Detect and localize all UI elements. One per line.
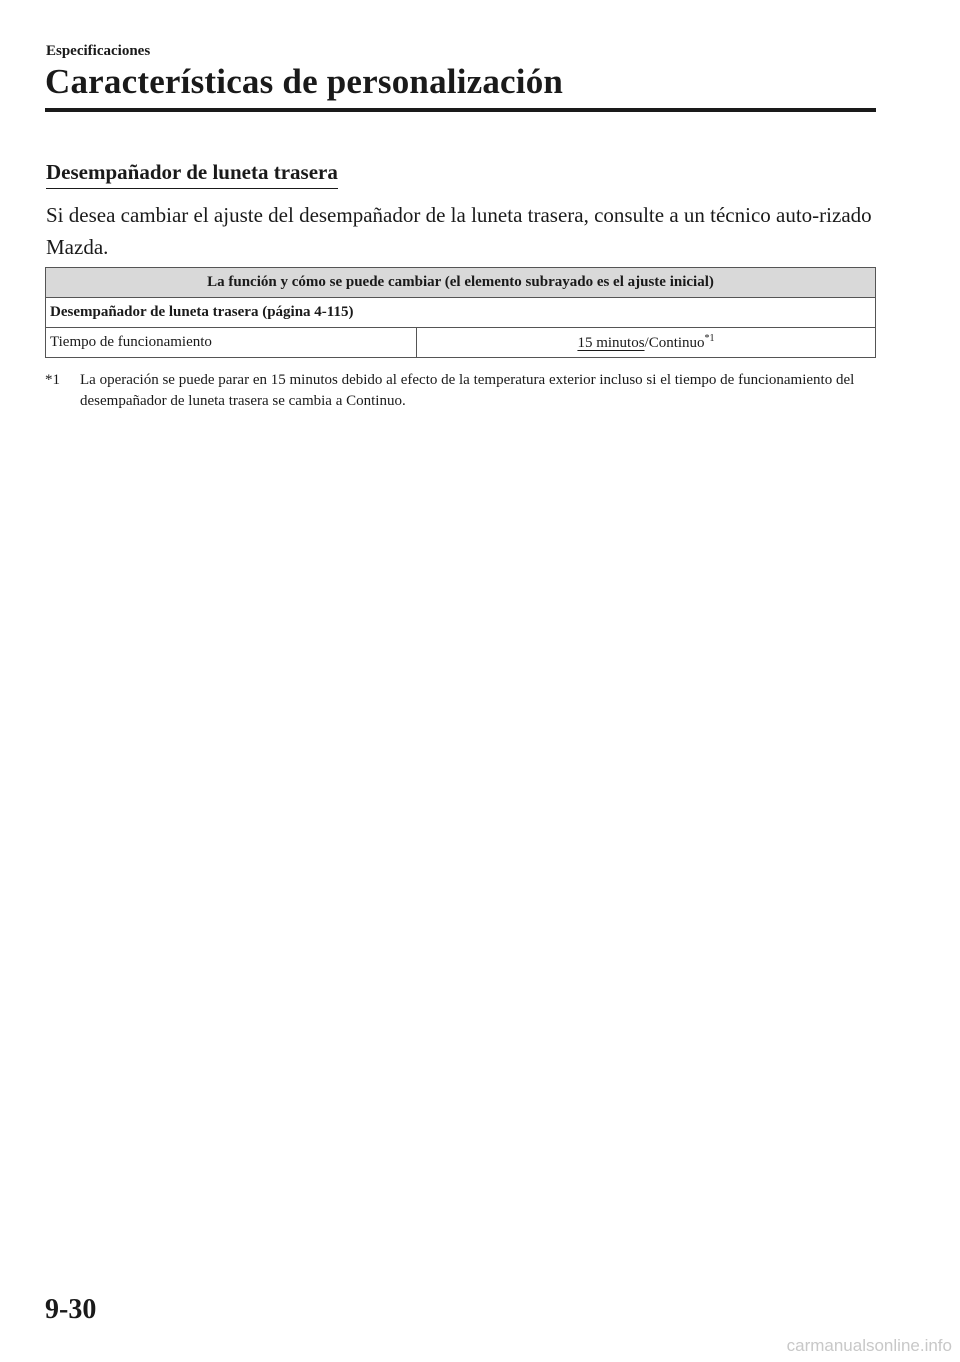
watermark: carmanualsonline.info xyxy=(786,1336,952,1355)
intro-paragraph: Si desea cambiar el ajuste del desempañador de la luneta trasera, consulte a un técnico auto-rizado Mazda. xyxy=(46,203,872,259)
default-value: 15 minutos xyxy=(577,335,645,351)
footnote-text: La operación se puede parar en 15 minutos debido al efecto de la temperatura exterior incluso si el tiempo de funcionamiento del desempañador de luneta trasera se cambia a Continuo. xyxy=(80,372,855,409)
page-number: 9-30 xyxy=(45,1294,97,1325)
footnote-mark: *1 xyxy=(45,372,60,388)
title-divider xyxy=(45,108,876,112)
page-title: Características de personalización xyxy=(45,62,564,101)
table-group-title: Desempañador de luneta trasera (página 4-115) xyxy=(46,298,876,328)
table-row xyxy=(46,328,876,358)
section-heading: Desempañador de luneta trasera xyxy=(46,160,338,189)
table-header-row xyxy=(46,268,876,298)
customization-table xyxy=(45,267,876,358)
row-label: Tiempo de funcionamiento xyxy=(46,328,417,358)
alt-value: Continuo xyxy=(648,335,705,351)
note-reference: *1 xyxy=(704,333,715,344)
value-separator: / xyxy=(644,335,649,351)
chapter-label: Especificaciones xyxy=(46,43,151,59)
row-value xyxy=(417,328,876,358)
table-group-row xyxy=(46,298,876,328)
footnote xyxy=(45,370,865,412)
table-header: La función y cómo se puede cambiar (el elemento subrayado es el ajuste inicial) xyxy=(46,268,876,298)
